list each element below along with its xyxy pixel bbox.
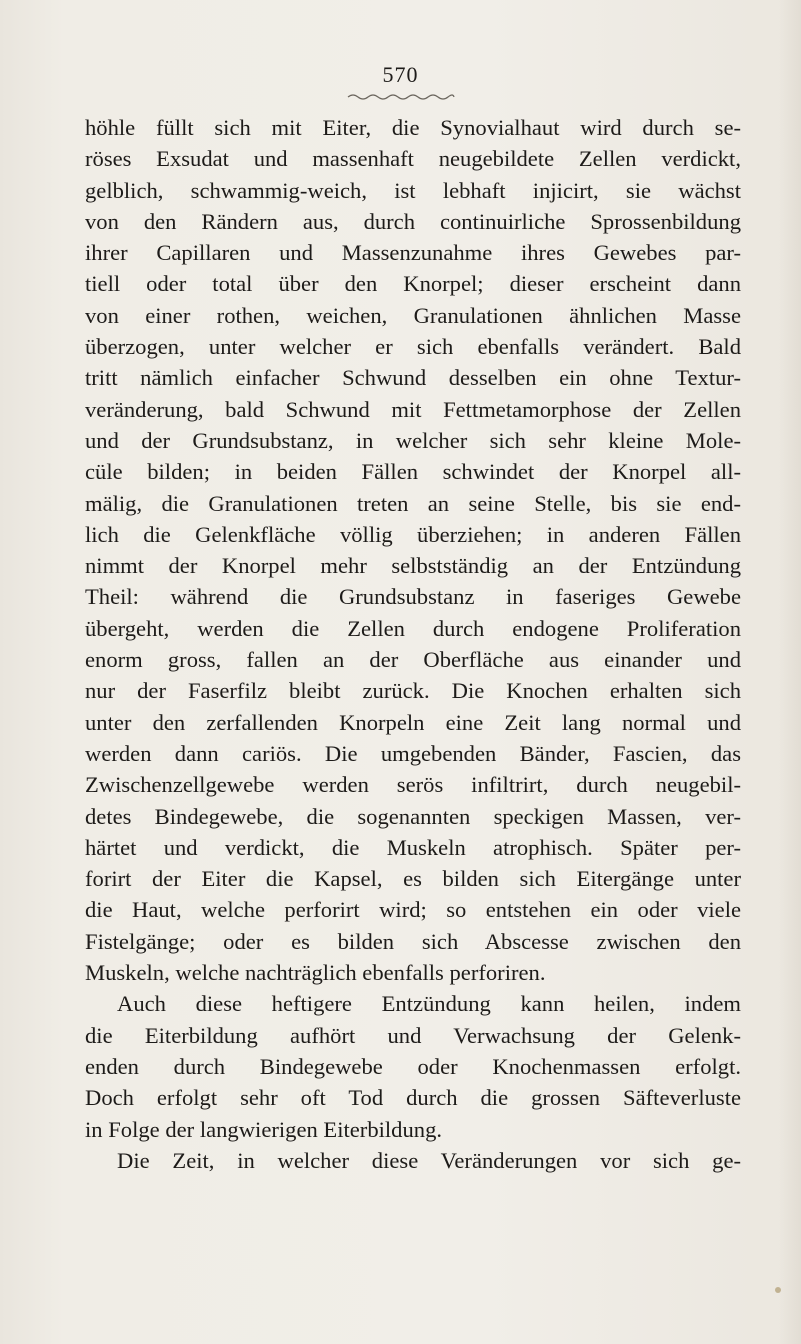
text-line: höhle füllt sich mit Eiter, die Synovialhaut wird durch se- (85, 115, 741, 140)
text-line: unter den zerfallenden Knorpeln eine Zeit lang normal und (85, 709, 741, 735)
text-line: von einer rothen, weichen, Granulationen ähnlichen Masse (85, 302, 741, 328)
text-line: Muskeln, welche nachträglich ebenfalls perforiren. (85, 960, 546, 986)
text-line: übergeht, werden die Zellen durch endogene Proliferation (85, 615, 741, 641)
text-line: Theil: während die Grundsubstanz in faseriges Gewebe (85, 584, 741, 610)
page-edge-shadow (779, 0, 801, 1344)
text-line: werden dann cariös. Die umgebenden Bänder, Fascien, das (85, 740, 741, 766)
text-line: cüle bilden; in beiden Fällen schwindet der Knorpel all- (85, 459, 741, 485)
text-line: tiell oder total über den Knorpel; dieser erscheint dann (85, 271, 741, 297)
text-line: und der Grundsubstanz, in welcher sich sehr kleine Mole- (85, 427, 741, 453)
text-line: ihrer Capillaren und Massenzunahme ihres Gewebes par- (85, 240, 741, 266)
body-text (85, 112, 741, 1176)
text-line: nur der Faserfilz bleibt zurück. Die Knochen erhalten sich (85, 678, 741, 704)
text-line: mälig, die Granulationen treten an seine Stelle, bis sie end- (85, 490, 741, 516)
text-line: lich die Gelenkfläche völlig überziehen; in anderen Fällen (85, 521, 741, 547)
text-line: enorm gross, fallen an der Oberfläche aus einander und (85, 647, 741, 673)
text-line: Doch erfolgt sehr oft Tod durch die grossen Säfteverluste (85, 1085, 741, 1111)
text-line: veränderung, bald Schwund mit Fettmetamorphose der Zellen (85, 396, 741, 422)
paper-speck (775, 1287, 781, 1293)
text-line: röses Exsudat und massenhaft neugebildete Zellen verdickt, (85, 146, 741, 172)
text-line: die Haut, welche perforirt wird; so entstehen ein oder viele (85, 897, 741, 923)
text-line: enden durch Bindegewebe oder Knochenmassen erfolgt. (85, 1053, 741, 1079)
text-line: in Folge der langwierigen Eiterbildung. (85, 1116, 443, 1142)
text-line: die Eiterbildung aufhört und Verwachsung der Gelenk- (85, 1022, 741, 1048)
text-line: Zwischenzellgewebe werden serös infiltrirt, durch neugebil- (85, 772, 741, 798)
text-line: von den Rändern aus, durch continuirliche Sprossenbildung (85, 208, 741, 234)
text-line: überzogen, unter welcher er sich ebenfalls verändert. Bald (85, 334, 741, 360)
text-line: forirt der Eiter die Kapsel, es bilden sich Eitergänge unter (85, 866, 741, 892)
wavy-line-icon (346, 92, 456, 102)
text-line: Die Zeit, in welcher diese Veränderungen vor sich ge- (117, 1147, 741, 1173)
text-line: detes Bindegewebe, die sogenannten speckigen Massen, ver- (85, 803, 741, 829)
text-line: Auch diese heftigere Entzündung kann heilen, indem (117, 991, 741, 1017)
text-line: tritt nämlich einfacher Schwund desselben ein ohne Textur- (85, 365, 741, 391)
page-number: 570 (382, 62, 419, 87)
text-line: nimmt der Knorpel mehr selbstständig an der Entzündung (85, 553, 741, 579)
text-line: härtet und verdickt, die Muskeln atrophisch. Später per- (85, 834, 741, 860)
text-line: Fistelgänge; oder es bilden sich Abscesse zwischen den (85, 928, 741, 954)
page-number-underline-ornament (0, 92, 801, 105)
text-line: gelblich, schwammig-weich, ist lebhaft injicirt, sie wächst (85, 177, 741, 203)
